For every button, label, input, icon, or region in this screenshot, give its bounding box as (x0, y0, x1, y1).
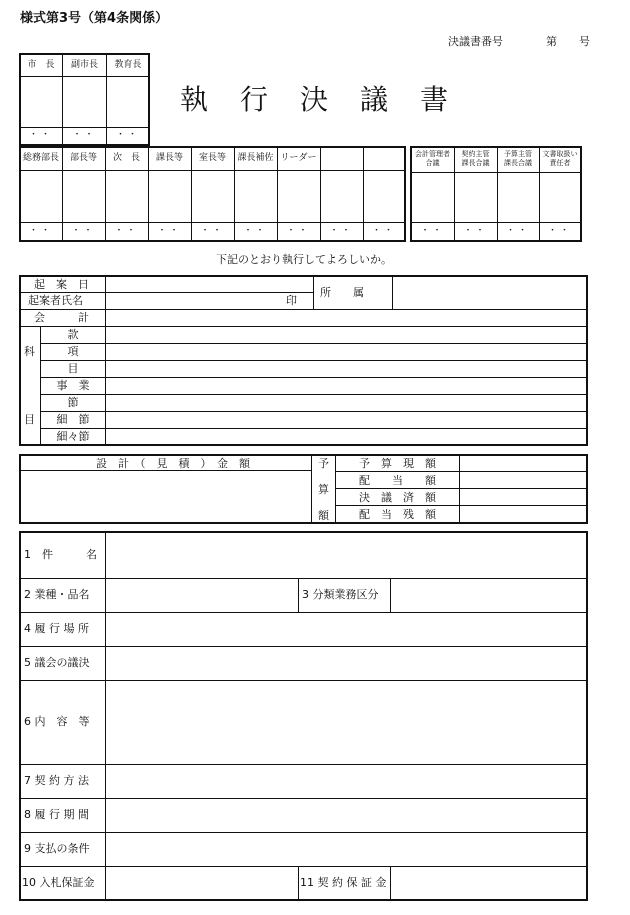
seal-dots: ・・ (505, 226, 530, 236)
seal-dots: ・・ (115, 130, 140, 140)
form-number: 様式第3号（第4条関係） (20, 11, 169, 26)
yo-label: 予 (318, 457, 329, 470)
field-shiharai: 9 支払の条件 (24, 842, 90, 855)
seal-label: 市 長 (27, 60, 55, 70)
seal-dots: ・・ (463, 226, 488, 236)
seal-label: 予算主管 課長合議 (504, 150, 532, 168)
seal-label: 副市長 (70, 60, 98, 70)
divider (20, 309, 587, 310)
seal-mark: 印 (286, 294, 297, 307)
field-bunrui: 3 分類業務区分 (302, 588, 379, 601)
ka-label: 科 (24, 345, 35, 358)
divider (459, 455, 460, 523)
field-nyusatsu-hosho: 10 入札保証金 (22, 876, 95, 889)
seal-dots: ・・ (28, 226, 53, 236)
seal-label: リーダー (280, 153, 317, 163)
divider (41, 428, 587, 429)
ketsugi-go: 号 (579, 35, 590, 48)
seal-dots: ・・ (28, 130, 53, 140)
divider (20, 292, 313, 293)
divider (336, 471, 587, 472)
divider (20, 222, 405, 223)
field-rikou-kikan: 8 履 行 期 間 (24, 808, 89, 821)
seal-dots: ・・ (71, 226, 96, 236)
field-naiyou: 6 内 容 等 (24, 715, 90, 728)
divider (313, 276, 314, 309)
seal-dots: ・・ (371, 226, 396, 236)
divider (20, 578, 587, 579)
divider (411, 172, 581, 173)
kian-bi-label: 起 案 日 (34, 278, 89, 291)
kamoku-label: 事 業 (56, 379, 90, 392)
divider (41, 394, 587, 395)
divider (41, 343, 587, 344)
seal-label: 会計管理者 合議 (415, 150, 450, 168)
divider (20, 798, 587, 799)
divider (390, 578, 391, 612)
divider (41, 377, 587, 378)
divider (411, 222, 581, 223)
divider (336, 505, 587, 506)
ketsugi-number-label: 決議書番号 (448, 35, 503, 48)
seal-dots: ・・ (547, 226, 572, 236)
field-keiyaku-houhou: 7 契 約 方 法 (24, 774, 89, 787)
field-gyoshu: 2 業種・品名 (24, 588, 90, 601)
kamoku-label: 細 節 (56, 413, 90, 426)
sekkei-label: 設 計 （ 見 積 ） 金 額 (96, 457, 250, 470)
gaku-label: 額 (318, 509, 329, 522)
divider (20, 646, 587, 647)
budget-row-label: 配 当 額 (359, 474, 436, 487)
seal-dots: ・・ (72, 130, 97, 140)
seal-label: 課長補佐 (237, 153, 274, 163)
instruction-text: 下記のとおり執行してよろしいか。 (216, 253, 392, 266)
seal-dots: ・・ (243, 226, 268, 236)
kaikei-label: 会 計 (34, 311, 89, 324)
seal-dots: ・・ (114, 226, 139, 236)
field-keiyaku-hosho: 11 契 約 保 証 金 (300, 876, 387, 889)
seal-label: 教育長 (114, 60, 142, 70)
divider (336, 488, 587, 489)
seal-dots: ・・ (200, 226, 225, 236)
divider (20, 76, 149, 77)
budget-row-label: 予 算 現 額 (359, 457, 436, 470)
kamoku-label: 項 (67, 345, 79, 358)
san-label: 算 (318, 483, 329, 496)
ketsugi-dai: 第 (546, 35, 557, 48)
kamoku-label: 款 (67, 328, 79, 341)
seal-label: 課長等 (155, 153, 183, 163)
seal-label: 室長等 (198, 153, 226, 163)
shozoku-label: 所 属 (320, 286, 364, 299)
divider (390, 866, 391, 900)
kamoku-label: 目 (67, 362, 79, 375)
divider (41, 411, 587, 412)
kiansha-label: 起案者氏名 (28, 294, 83, 307)
divider (20, 470, 311, 471)
page-title: 執 行 決 議 書 (180, 83, 451, 116)
divider (105, 532, 106, 900)
seal-label: 部長等 (69, 153, 97, 163)
divider (41, 360, 587, 361)
divider (298, 866, 299, 900)
divider (20, 170, 405, 171)
divider (20, 764, 587, 765)
kamoku-label: 細々節 (56, 430, 90, 443)
moku-label: 目 (24, 413, 35, 426)
divider (392, 276, 393, 309)
field-rikou-basho: 4 履 行 場 所 (24, 622, 89, 635)
seal-dots: ・・ (329, 226, 354, 236)
seal-label: 総務部長 (22, 153, 59, 163)
divider (20, 127, 149, 128)
divider (20, 866, 587, 867)
field-kenmei: 1 件 名 (24, 548, 97, 561)
divider (20, 832, 587, 833)
seal-label: 文書取扱い 責任者 (542, 150, 578, 168)
budget-row-label: 配 当 残 額 (359, 508, 436, 521)
divider (20, 612, 587, 613)
seal-dots: ・・ (286, 226, 311, 236)
kamoku-label: 節 (67, 396, 79, 409)
seal-dots: ・・ (157, 226, 182, 236)
divider (20, 326, 587, 327)
seal-label: 契約主管 課長合議 (461, 150, 490, 168)
divider (311, 455, 312, 523)
divider (298, 578, 299, 612)
seal-label: 次 長 (112, 153, 140, 163)
divider (20, 680, 587, 681)
budget-row-label: 決 議 済 額 (359, 491, 436, 504)
field-gikai: 5 議会の議決 (24, 656, 90, 669)
seal-dots: ・・ (420, 226, 445, 236)
